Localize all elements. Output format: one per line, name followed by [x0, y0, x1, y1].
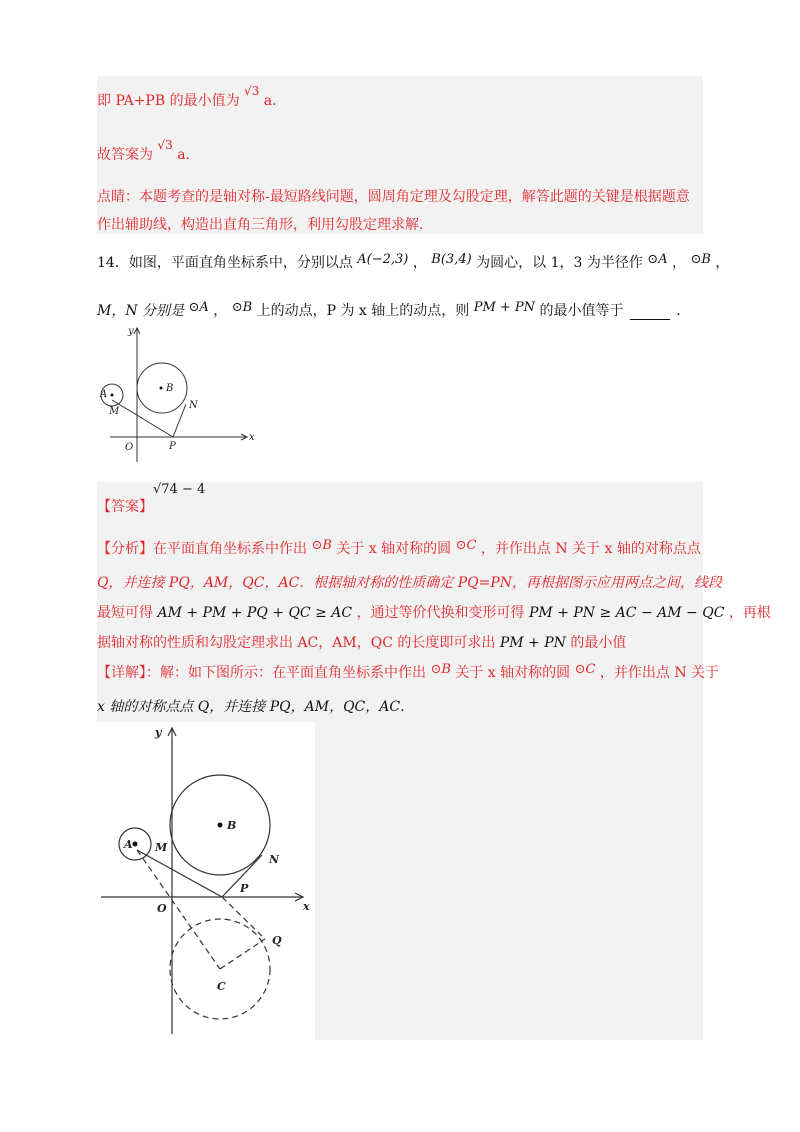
- answer-line: [97, 496, 153, 516]
- figure-2-box: [97, 722, 315, 1040]
- label-a: A: [124, 838, 133, 851]
- analysis-line-2: Q，并连接 PQ，AM，QC，AC．根据轴对称的性质确定 PQ=PN，再根据图示应用两点之间，线段: [97, 575, 723, 591]
- analysis-line-1: [97, 538, 701, 558]
- label-c: C: [217, 980, 226, 993]
- label-m: M: [155, 841, 168, 854]
- question-line-2: [97, 300, 690, 320]
- analysis-line-4: [97, 632, 626, 652]
- circle-b-symbol: ⊙B: [231, 300, 253, 315]
- label-o: O: [157, 902, 167, 915]
- comment-line-1: 点睛：本题考查的是轴对称-最短路线问题，圆周角定理及勾股定理，解答此题的关键是根据题意: [97, 189, 690, 205]
- figure-1: [95, 322, 265, 472]
- detail-text: 【详解】：解：如下图所示：在平面直角坐标系中作出: [97, 665, 426, 681]
- label-o: O: [125, 442, 134, 453]
- expr-pm-pn: PM + PN: [473, 300, 536, 315]
- separator: ，: [672, 255, 687, 271]
- question-text-3: M，N 分别是: [97, 303, 185, 319]
- analysis-text-8: 的最小值: [570, 635, 627, 651]
- label-p: P: [169, 441, 176, 452]
- answer-value: √74 − 4: [153, 482, 206, 497]
- label-a: A: [100, 389, 108, 400]
- label-b: B: [166, 383, 174, 394]
- separator: ，: [213, 303, 228, 319]
- top-solution-panel: [97, 76, 703, 234]
- unit-a-2: a．: [177, 147, 200, 163]
- unit-a: a．: [263, 93, 287, 109]
- detail-text-2: 关于 x 轴对称的圆: [455, 665, 571, 681]
- analysis-text-3: ，并作出点 N 关于 x 轴的对称点点: [480, 541, 701, 557]
- circle-a-symbol: ⊙A: [188, 300, 209, 315]
- analysis-line-3: [97, 602, 771, 622]
- label-x: x: [249, 432, 255, 443]
- analysis-text-5: ，通过等价代换和变形可得: [356, 605, 525, 621]
- circle-b-symbol: ⊙B: [311, 538, 332, 553]
- detail-line-1: [97, 662, 719, 682]
- separator: ，: [412, 255, 427, 271]
- label-y: y: [128, 326, 134, 337]
- figure-2: [97, 722, 315, 1040]
- inequality-1: AM + PM + PQ + QC ≥ AC: [157, 605, 353, 621]
- sqrt3-value: √3: [244, 84, 260, 98]
- question-text-2: 为圆心，以 1，3 为半径作: [476, 255, 643, 271]
- point-a: A(−2,3): [357, 252, 409, 267]
- answer-text: 故答案为: [97, 147, 153, 163]
- circle-b-symbol: ⊙B: [430, 662, 451, 677]
- center-a-dot: [133, 842, 138, 847]
- segment-pq: [222, 897, 265, 939]
- question-text: 14．如图，平面直角坐标系中，分别以点: [97, 255, 353, 271]
- circle-c-symbol: ⊙C: [574, 662, 596, 677]
- period: ．: [676, 303, 691, 319]
- point-b: B(3,4): [431, 252, 472, 267]
- question-line-1: [97, 252, 729, 272]
- answer-panel: [97, 482, 771, 1040]
- answer-label: 【答案】: [97, 499, 153, 515]
- analysis-text-4: 最短可得: [97, 605, 153, 621]
- detail-line-2: x 轴的对称点点 Q，并连接 PQ，AM，QC，AC．: [97, 699, 415, 715]
- min-value-line: [97, 84, 287, 110]
- sqrt3-answer: √3: [157, 138, 173, 152]
- analysis-text: 【分析】在平面直角坐标系中作出: [97, 541, 307, 557]
- segment-qc: [220, 939, 265, 969]
- center-b-dot: [218, 823, 223, 828]
- label-p: P: [240, 882, 249, 895]
- analysis-text-7: 据轴对称的性质和勾股定理求出 AC，AM，QC 的长度即可求出: [97, 635, 496, 651]
- label-b: B: [227, 819, 237, 832]
- min-value-text: 即 PA+PB 的最小值为: [97, 93, 240, 109]
- center-a-dot: [111, 394, 114, 397]
- answer-line: [97, 138, 200, 164]
- comment-line-2: 作出辅助线，构造出直角三角形，利用勾股定理求解．: [97, 217, 433, 233]
- inequality-2: PM + PN ≥ AC − AM − QC: [529, 605, 725, 621]
- label-n: N: [269, 853, 280, 866]
- analysis-text-2: 关于 x 轴对称的圆: [336, 541, 452, 557]
- answer-blank: [630, 303, 670, 320]
- label-x: x: [303, 900, 310, 913]
- circle-a-symbol: ⊙A: [647, 252, 668, 267]
- circle-b-symbol: ⊙B: [690, 252, 711, 267]
- expr-pm-pn: PM + PN: [499, 635, 566, 651]
- label-y: y: [155, 726, 162, 739]
- center-b-dot: [160, 387, 163, 390]
- question-text-4: 上的动点，P 为 x 轴上的动点，则: [256, 303, 470, 319]
- segment-mp: [112, 400, 173, 437]
- separator: ，: [715, 255, 730, 271]
- label-q: Q: [272, 934, 282, 947]
- label-m: M: [109, 406, 120, 417]
- segment-ac: [137, 850, 220, 969]
- circle-c-symbol: ⊙C: [455, 538, 477, 553]
- analysis-text-6: ，再根: [728, 605, 771, 621]
- label-n: N: [189, 400, 198, 411]
- question-text-5: 的最小值等于: [539, 303, 624, 319]
- detail-text-3: ，并作出点 N 关于: [599, 665, 720, 681]
